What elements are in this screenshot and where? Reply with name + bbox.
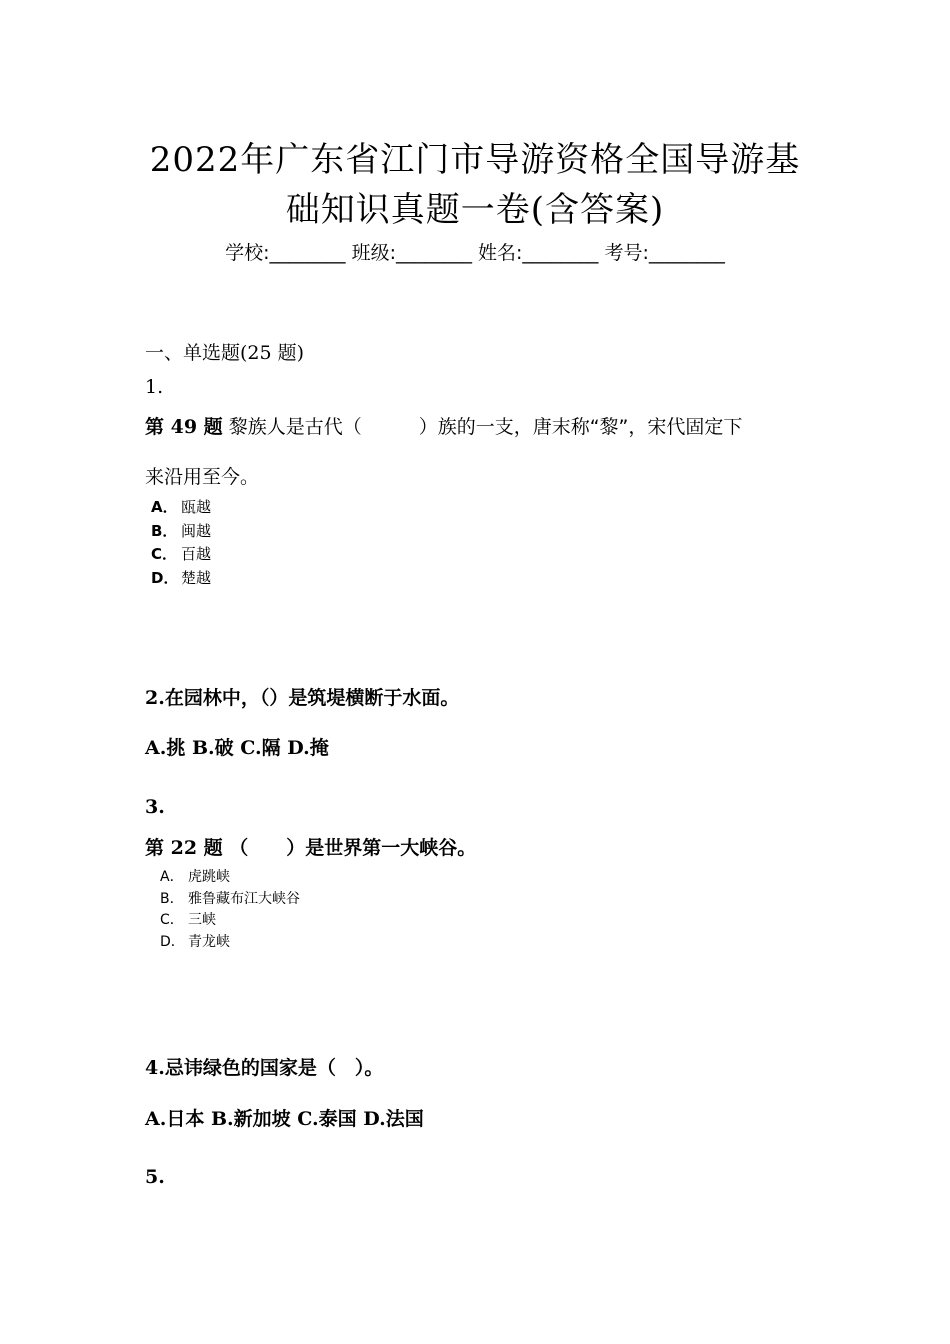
q3-stem: 第 22 题 （ ）是世界第一大峡谷。: [145, 837, 477, 859]
section-heading: 一、单选题(25 题): [145, 342, 305, 364]
q3-number: 3.: [145, 796, 165, 818]
q3-options: [160, 867, 300, 953]
q1-label: 第 49 题: [145, 416, 223, 438]
q4-options: A.日本 B.新加坡 C.泰国 D.法国: [145, 1108, 424, 1130]
doc-title-line-1: 2022年广东省江门市导游资格全国导游基: [149, 140, 801, 180]
q3-option-a: A． 虎跳峡: [160, 869, 230, 885]
q1-option-a: A． 瓯越: [151, 498, 212, 516]
q1-number: 1.: [145, 376, 164, 398]
q1-stem-line-2: 来沿用至今。: [145, 466, 260, 488]
q1-option-b: B． 闽越: [151, 521, 212, 540]
q1-text: 黎族人是古代（ ）族的一支，唐末称“黎”，宋代固定下: [222, 416, 743, 438]
q3-option-b: B． 雅鲁藏布江大峡谷: [160, 890, 300, 907]
q2-options: A.挑 B.破 C.隔 D.掩: [145, 737, 329, 759]
q5-number: 5.: [145, 1166, 165, 1188]
q1-options: [151, 496, 211, 590]
q4-stem: 4.忌讳绿色的国家是（ ）。: [145, 1057, 384, 1079]
q3-option-c: C． 三峡: [160, 912, 216, 928]
q1-option-d: D． 楚越: [151, 568, 212, 587]
doc-title-line-2: 础知识真题一卷(含答案): [285, 190, 665, 230]
q1-stem-line-1: [145, 412, 742, 439]
q2-stem: 2.在园林中，（）是筑堤横断于水面。: [145, 687, 460, 709]
q1-option-c: C． 百越: [151, 545, 212, 563]
student-info-line: 学校:________ 班级:________ 姓名:________ 考号:________: [225, 242, 725, 264]
q3-option-d: D． 青龙峡: [160, 933, 230, 950]
